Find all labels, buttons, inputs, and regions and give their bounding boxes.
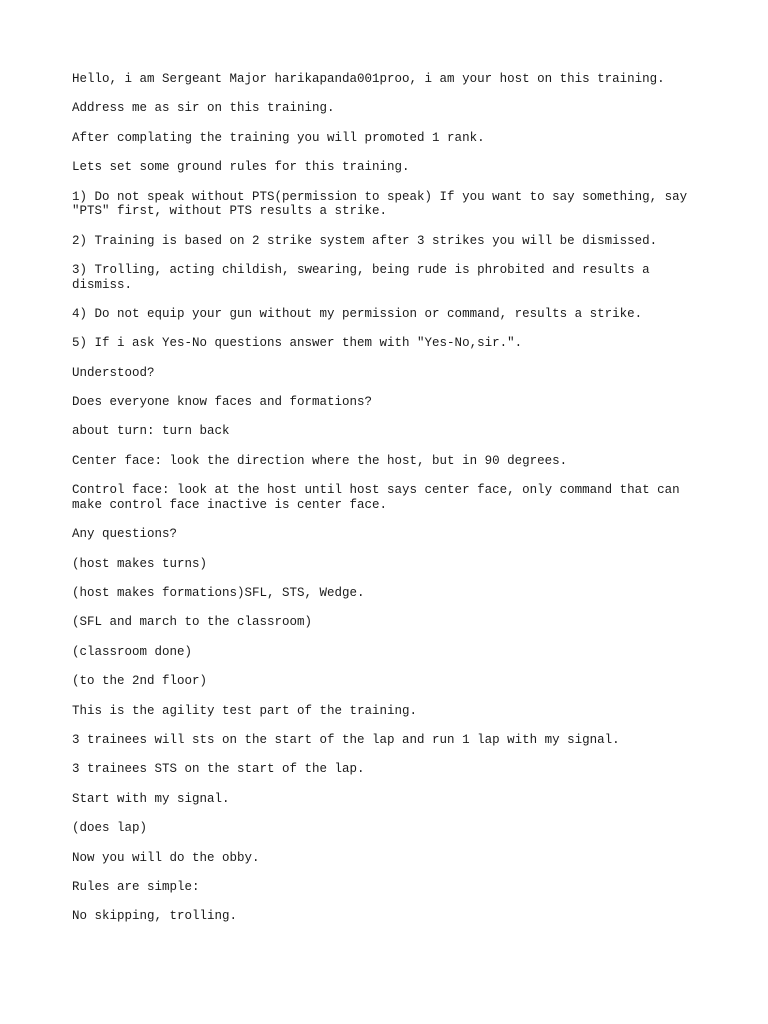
rule-3: 3) Trolling, acting childish, swearing, being rude is phrobited and results a dismiss. (72, 262, 658, 292)
definition-about-turn: about turn: turn back (72, 424, 230, 439)
stage-direction-does-lap: (does lap) (72, 821, 148, 836)
stage-direction-formations: (host makes formations)SFL, STS, Wedge. (72, 586, 365, 601)
rule-2: 2) Training is based on 2 strike system after 3 strikes you will be dismissed. (72, 233, 658, 248)
paragraph-no-skipping: No skipping, trolling. (72, 909, 238, 924)
stage-direction-classroom-done: (classroom done) (72, 644, 193, 659)
paragraph-address-sir: Address me as sir on this training. (72, 101, 335, 116)
paragraph-obby: Now you will do the obby. (72, 850, 260, 865)
paragraph-three-trainees-lap: 3 trainees will sts on the start of the lap and run 1 lap with my signal. (72, 732, 620, 747)
paragraph-rules-simple: Rules are simple: (72, 879, 200, 894)
stage-direction-2nd-floor: (to the 2nd floor) (72, 674, 208, 689)
paragraph-promotion: After complating the training you will promoted 1 rank. (72, 130, 485, 145)
definition-center-face: Center face: look the direction where the host, but in 90 degrees. (72, 453, 568, 468)
paragraph-understood: Understood? (72, 365, 155, 380)
definition-control-face: Control face: look at the host until host says center face, only command that can make control face inactive is center face. (72, 483, 688, 512)
paragraph-start-signal: Start with my signal. (72, 791, 230, 806)
paragraph-faces-question: Does everyone know faces and formations? (72, 395, 373, 410)
paragraph-ground-rules-intro: Lets set some ground rules for this training. (72, 160, 410, 175)
rule-1: 1) Do not speak without PTS(permission to speak) If you want to say something, say "PTS" first, without PTS results a strike. (72, 189, 695, 219)
paragraph-three-trainees-sts: 3 trainees STS on the start of the lap. (72, 762, 365, 777)
paragraph-any-questions: Any questions? (72, 527, 178, 542)
document-page (72, 72, 702, 939)
rule-5: 5) If i ask Yes-No questions answer them with "Yes-No,sir.". (72, 336, 523, 351)
stage-direction-turns: (host makes turns) (72, 556, 208, 571)
rule-4: 4) Do not equip your gun without my permission or command, results a strike. (72, 306, 643, 321)
paragraph-greeting: Hello, i am Sergeant Major harikapanda001proo, i am your host on this training. (72, 72, 665, 86)
stage-direction-march: (SFL and march to the classroom) (72, 615, 313, 630)
paragraph-agility-test: This is the agility test part of the training. (72, 703, 418, 718)
